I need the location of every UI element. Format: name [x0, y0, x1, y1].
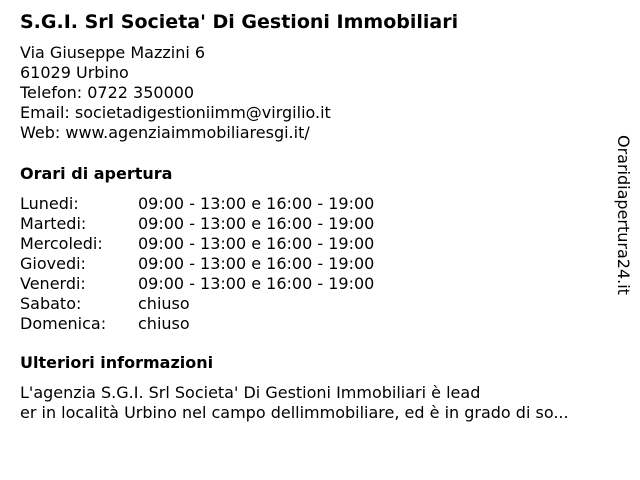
site-brand-label: Oraridiapertura24.it	[614, 135, 633, 295]
side-watermark	[612, 135, 634, 310]
business-title: S.G.I. Srl Societa' Di Gestioni Immobiliari	[20, 11, 459, 33]
hours-row-tuesday	[20, 214, 374, 234]
hours-value: 09:00 - 13:00 e 16:00 - 19:00	[138, 254, 375, 273]
hours-row-thursday	[20, 254, 374, 274]
hours-row-saturday	[20, 294, 374, 314]
phone-number: Telefon: 0722 350000	[20, 83, 195, 102]
hours-row-sunday	[20, 314, 374, 334]
website-link[interactable]: Web: www.agenziaimmobiliaresgi.it/	[20, 123, 310, 142]
street-address: Via Giuseppe Mazzini 6	[20, 43, 206, 62]
hours-table	[20, 194, 374, 334]
hours-heading: Orari di apertura	[20, 164, 173, 183]
hours-row-monday	[20, 194, 374, 214]
hours-row-friday	[20, 274, 374, 294]
hours-value: 09:00 - 13:00 e 16:00 - 19:00	[138, 274, 375, 293]
info-heading: Ulteriori informazioni	[20, 353, 214, 372]
day-label: Sabato:	[20, 294, 82, 313]
hours-value: chiuso	[138, 314, 190, 333]
address-block	[20, 43, 331, 143]
info-text	[20, 383, 569, 423]
email-address: Email: societadigestioniimm@virgilio.it	[20, 103, 331, 122]
day-label: Giovedi:	[20, 254, 86, 273]
hours-row-wednesday	[20, 234, 374, 254]
day-label: Venerdi:	[20, 274, 86, 293]
info-line-2: er in località Urbino nel campo dellimmobiliare, ed è in grado di so...	[20, 403, 569, 422]
hours-value: 09:00 - 13:00 e 16:00 - 19:00	[138, 194, 375, 213]
hours-value: chiuso	[138, 294, 190, 313]
day-label: Martedi:	[20, 214, 87, 233]
hours-value: 09:00 - 13:00 e 16:00 - 19:00	[138, 214, 375, 233]
info-line-1: L'agenzia S.G.I. Srl Societa' Di Gestioni Immobiliari è lead	[20, 383, 481, 402]
day-label: Lunedi:	[20, 194, 79, 213]
city-postal: 61029 Urbino	[20, 63, 129, 82]
day-label: Domenica:	[20, 314, 107, 333]
hours-value: 09:00 - 13:00 e 16:00 - 19:00	[138, 234, 375, 253]
day-label: Mercoledi:	[20, 234, 103, 253]
